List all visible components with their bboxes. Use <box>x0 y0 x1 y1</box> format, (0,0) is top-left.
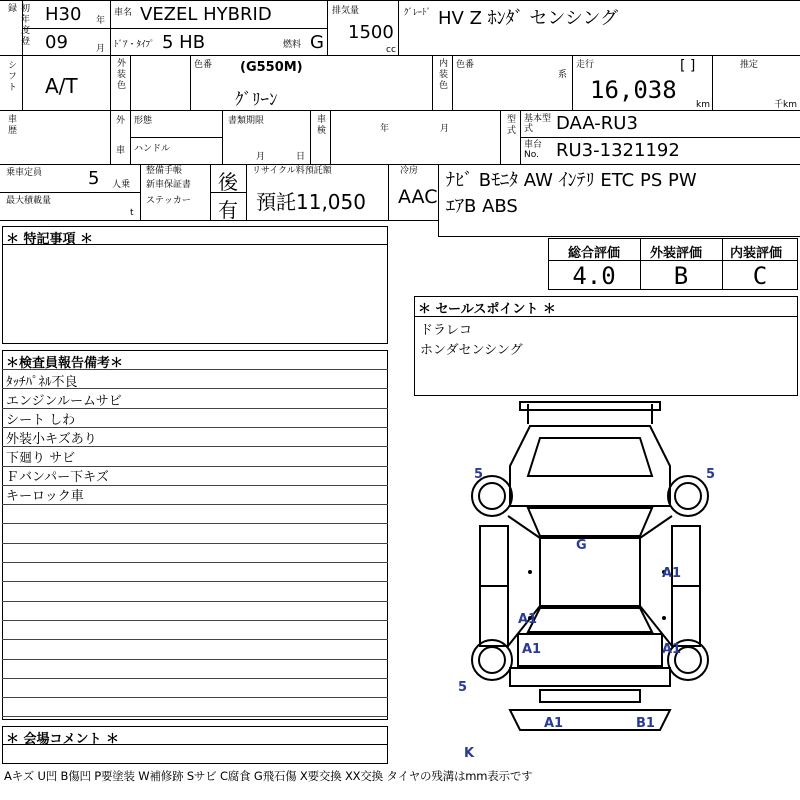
mark-right-rear: A1 <box>662 642 682 657</box>
recycle-value: 預託11,050 <box>256 190 366 214</box>
int-color-code-label: 色番 <box>456 60 475 70</box>
capacity-label: 乗車定員 <box>6 168 43 178</box>
sales-point-title: ＊ セールスポイント ＊ <box>418 302 556 317</box>
displacement-label: 排気量 <box>332 6 360 16</box>
mark-tire-front-left: 5 <box>474 467 484 482</box>
inspector-note: キーロック車 <box>6 489 84 504</box>
mark-right-side: A1 <box>662 566 682 581</box>
mark-roof: G <box>576 538 587 553</box>
shift-label: シフト <box>6 60 16 93</box>
inspector-notes-title: ＊検査員報告備考＊ <box>6 356 124 371</box>
doc-month: 月 <box>256 152 266 162</box>
recycle-label: リサイクル料預託額 <box>252 166 332 176</box>
note-rule-line <box>2 562 388 563</box>
load-unit: t <box>130 208 134 218</box>
maintenance-label: 整備手帳 <box>146 166 183 176</box>
car-name: VEZEL HYBRID <box>140 4 272 25</box>
special-notes-title: ＊ 特記事項 ＊ <box>6 232 94 247</box>
warranty-label: 新車保証書 <box>146 180 192 190</box>
int-color-label: 内装色 <box>437 58 447 91</box>
note-rule-line <box>2 504 388 505</box>
chassis-label: 車台No. <box>524 140 543 160</box>
interior-grade: C <box>752 262 768 290</box>
int-kei: 系 <box>558 70 568 80</box>
inspector-note: 外装小キズあり <box>6 432 97 447</box>
fuel-label: 燃料 <box>283 40 302 50</box>
sales-point-item: ドラレコ <box>420 323 473 338</box>
grade-label: ｸﾞﾚｰﾄﾞ <box>404 8 432 18</box>
doc-deadline-label: 書類期限 <box>228 116 265 126</box>
inspector-note: シート しわ <box>6 413 76 428</box>
door-type: 5 HB <box>162 32 206 53</box>
ac-label: 冷房 <box>400 166 419 176</box>
exterior-grade-label: 外装評価 <box>650 246 703 261</box>
inspector-note: ﾀｯﾁﾊﾟﾈﾙ不良 <box>6 375 78 390</box>
note-rule-line <box>2 543 388 544</box>
equipment-line-1: ﾅﾋﾞ Bﾓﾆﾀ AW ｲﾝﾃﾘ ETC PS PW <box>446 170 697 191</box>
inspection-year: 年 <box>380 124 390 134</box>
shape-label: 形態 <box>134 116 153 126</box>
capacity-value: 5 <box>88 168 100 189</box>
basic-model-label: 基本型式 <box>524 114 552 134</box>
chassis-value: RU3-1321192 <box>556 140 680 161</box>
car-prefix: 車 <box>116 146 126 156</box>
note-rule-line <box>2 659 388 660</box>
mark-tire-rear-left: 5 <box>458 680 468 695</box>
sticker-label: ステッカー <box>146 196 191 206</box>
note-rule-line <box>2 678 388 679</box>
note-rule-line <box>2 697 388 698</box>
inspector-note: エンジンルームサビ <box>6 394 122 409</box>
note-rule-line <box>2 639 388 640</box>
color-code: (G550M) <box>240 60 303 75</box>
ac-value: AAC <box>398 186 438 208</box>
mark-left-rear: A1 <box>522 642 542 657</box>
car-condition-diagram <box>440 396 740 766</box>
note-rule-line <box>2 716 388 717</box>
history-label: 車歴 <box>6 114 16 136</box>
reg-label: 初年度登録 <box>6 3 29 47</box>
model-label: 型式 <box>505 114 515 136</box>
color-code-label: 色番 <box>194 60 213 70</box>
mark-rear-bottom: K <box>464 746 475 761</box>
mileage-bracket: [ ] <box>680 58 696 74</box>
total-grade: 4.0 <box>572 262 616 290</box>
year-era: H30 <box>45 4 82 25</box>
venue-comment-title: ＊ 会場コメント ＊ <box>6 732 120 747</box>
note-rule-line <box>2 581 388 582</box>
estimated-label: 推定 <box>740 60 759 70</box>
mark-tire-front-right: 5 <box>706 467 716 482</box>
ext-color-label: 外装色 <box>115 58 125 91</box>
sales-point-item: ホンダセンシング <box>420 343 523 358</box>
capacity-unit: 人乗 <box>112 180 131 190</box>
estimated-unit: 千km <box>774 100 797 110</box>
equipment-line-2: ｴｱB ABS <box>446 196 518 217</box>
mileage-unit: km <box>696 100 710 110</box>
door-label: ﾄﾞｱ・ﾀｲﾌﾟ <box>114 40 155 50</box>
mark-left-lower: A1 <box>518 612 538 627</box>
sticker-value: 有 <box>218 198 238 222</box>
handle-label: ハンドル <box>134 144 171 154</box>
damage-legend: Aキズ U凹 B傷凹 P要塗装 W補修跡 Sサビ C腐食 G飛石傷 X要交換 XX交換 タイヤの残溝はmm表示です <box>4 769 533 783</box>
maintenance-value: 後 <box>218 170 238 194</box>
inspector-note: Ｆバンパー下キズ <box>6 470 109 485</box>
displacement-unit: cc <box>386 45 396 55</box>
grade: HV Z ﾎﾝﾀﾞ センシング <box>438 8 619 29</box>
ext-shape-prefix: 外 <box>116 116 126 126</box>
inspection-label: 車検 <box>315 114 325 136</box>
inspection-month: 月 <box>440 124 450 134</box>
load-label: 最大積載量 <box>6 196 52 206</box>
mark-bumper-right: B1 <box>636 716 655 731</box>
doc-day: 日 <box>296 152 306 162</box>
displacement: 1500 <box>348 22 394 43</box>
total-grade-label: 総合評価 <box>568 246 621 261</box>
month-unit: 月 <box>96 44 106 54</box>
note-rule-line <box>2 523 388 524</box>
note-rule-line <box>2 620 388 621</box>
mileage-value: 16,038 <box>590 76 677 104</box>
interior-grade-label: 内装評価 <box>730 246 783 261</box>
year-unit: 年 <box>96 16 106 26</box>
fuel-value: G <box>310 32 324 53</box>
shift-value: A/T <box>45 74 78 98</box>
car-name-label: 車名 <box>114 8 133 18</box>
note-rule-line <box>2 601 388 602</box>
mark-bumper-left: A1 <box>544 716 564 731</box>
month-value: 09 <box>45 32 68 53</box>
model-value: DAA-RU3 <box>556 113 638 134</box>
inspector-note: 下廻り サビ <box>6 451 76 466</box>
exterior-grade: B <box>673 262 689 290</box>
color-name: ｸﾞﾘｰﾝ <box>235 90 278 110</box>
mileage-label: 走行 <box>576 60 595 70</box>
